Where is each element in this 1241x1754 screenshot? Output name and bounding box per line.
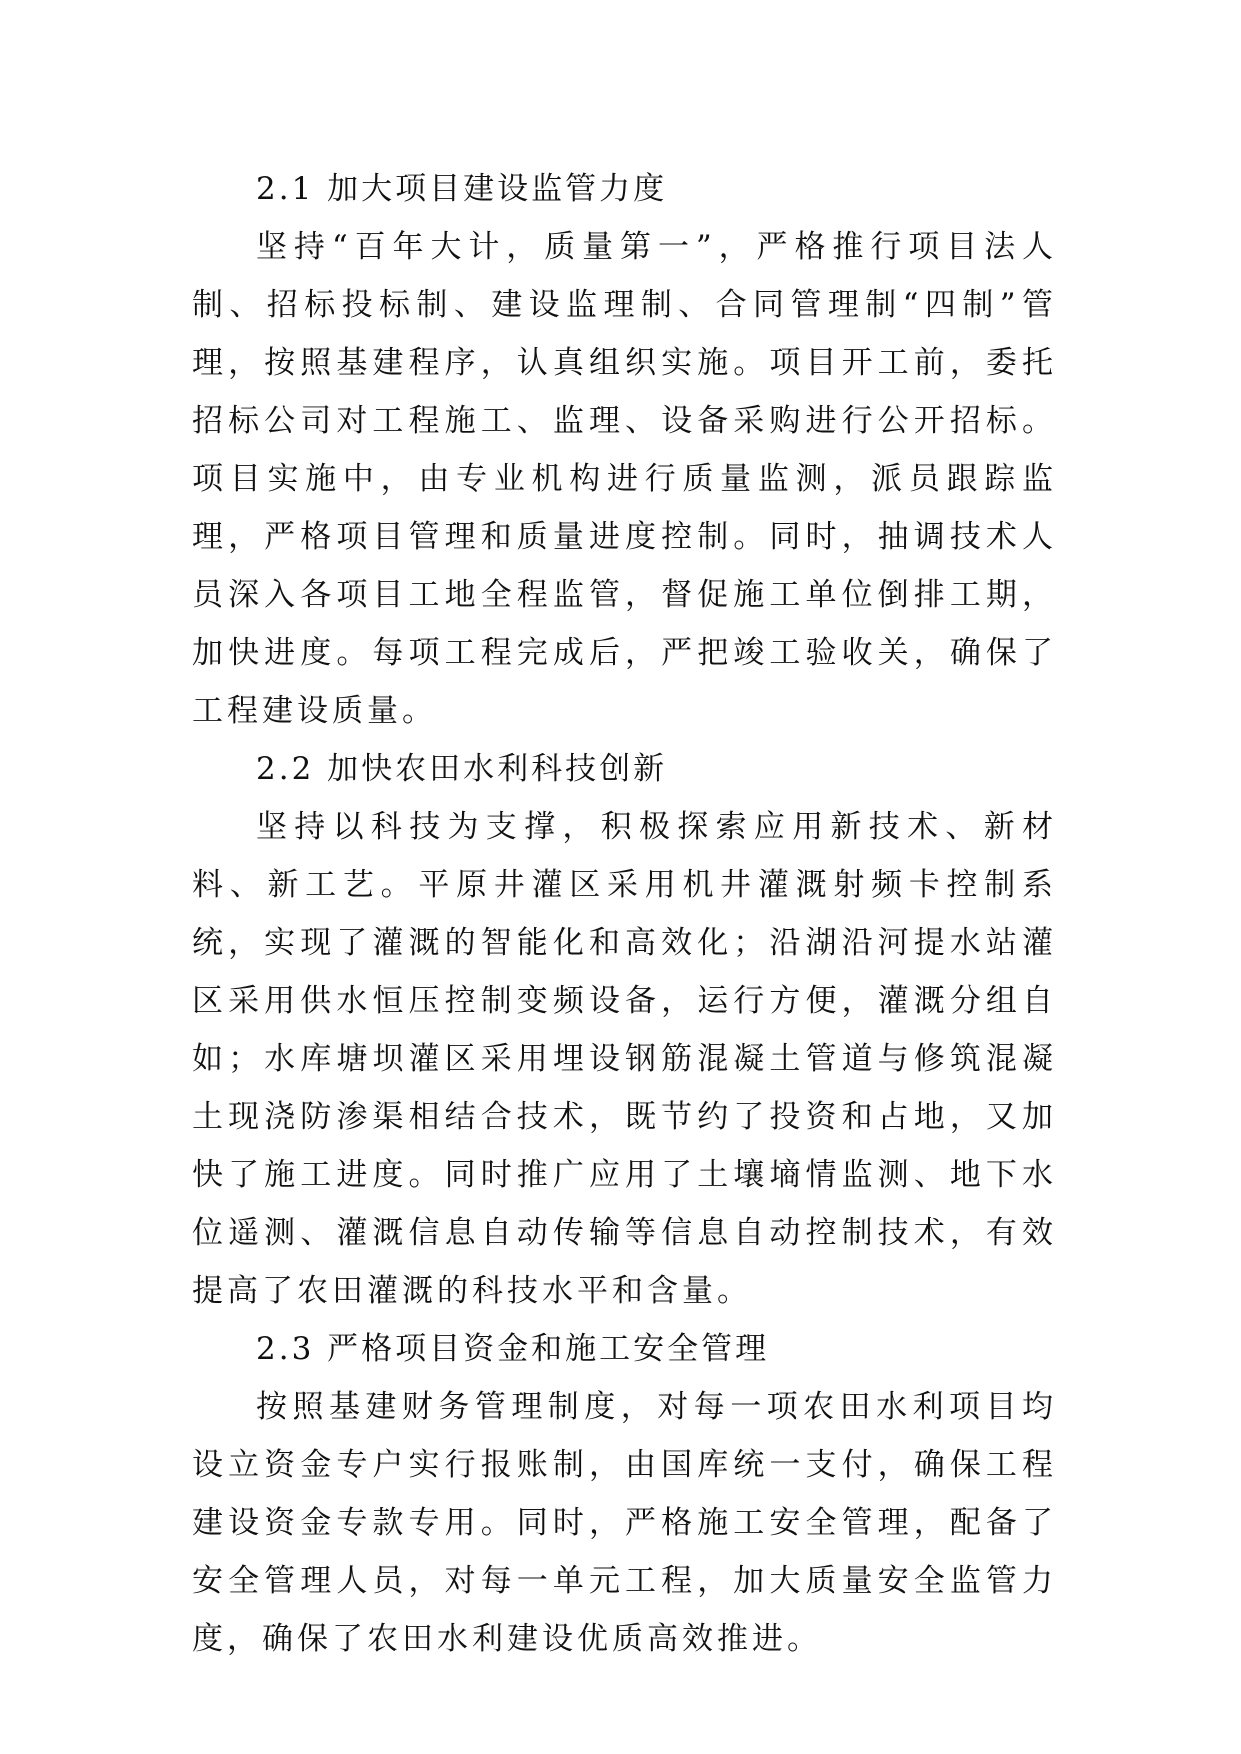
section-paragraph-2-2: 坚持以科技为支撑，积极探索应用新技术、新材料、新工艺。平原井灌区采用机井灌溉射频卡控制系统，实现了灌溉的智能化和高效化；沿湖沿河提水站灌区采用供水恒压控制变频设备，运行方便，灌溉分组自如；水库塘坝灌区采用埋设钢筋混凝土管道与修筑混凝土现浇防渗渠相结合技术，既节约了投资和占地，又加快了施工进度。同时推广应用了土壤墒情监测、地下水位遥测、灌溉信息自动传输等信息自动控制技术，有效提高了农田灌溉的科技水平和含量。 — [192, 809, 1057, 1309]
section-heading-2-1: 2.1 加大项目建设监管力度 — [256, 171, 668, 207]
section-heading-2-2: 2.2 加快农田水利科技创新 — [256, 751, 668, 787]
section-paragraph-2-3: 按照基建财务管理制度，对每一项农田水利项目均设立资金专户实行报账制，由国库统一支付，确保工程建设资金专款专用。同时，严格施工安全管理，配备了安全管理人员，对每一单元工程，加大质量安全监管力度，确保了农田水利建设优质高效推进。 — [192, 1389, 1057, 1657]
section-paragraph-2-1: 坚持“百年大计，质量第一”，严格推行项目法人制、招标投标制、建设监理制、合同管理制“四制”管理，按照基建程序，认真组织实施。项目开工前，委托招标公司对工程施工、监理、设备采购进行公开招标。项目实施中，由专业机构进行质量监测，派员跟踪监理，严格项目管理和质量进度控制。同时，抽调技术人员深入各项目工地全程监管，督促施工单位倒排工期，加快进度。每项工程完成后，严把竣工验收关，确保了工程建设质量。 — [192, 229, 1057, 729]
section-heading-2-3: 2.3 严格项目资金和施工安全管理 — [256, 1331, 770, 1367]
document-body — [192, 160, 1057, 1668]
